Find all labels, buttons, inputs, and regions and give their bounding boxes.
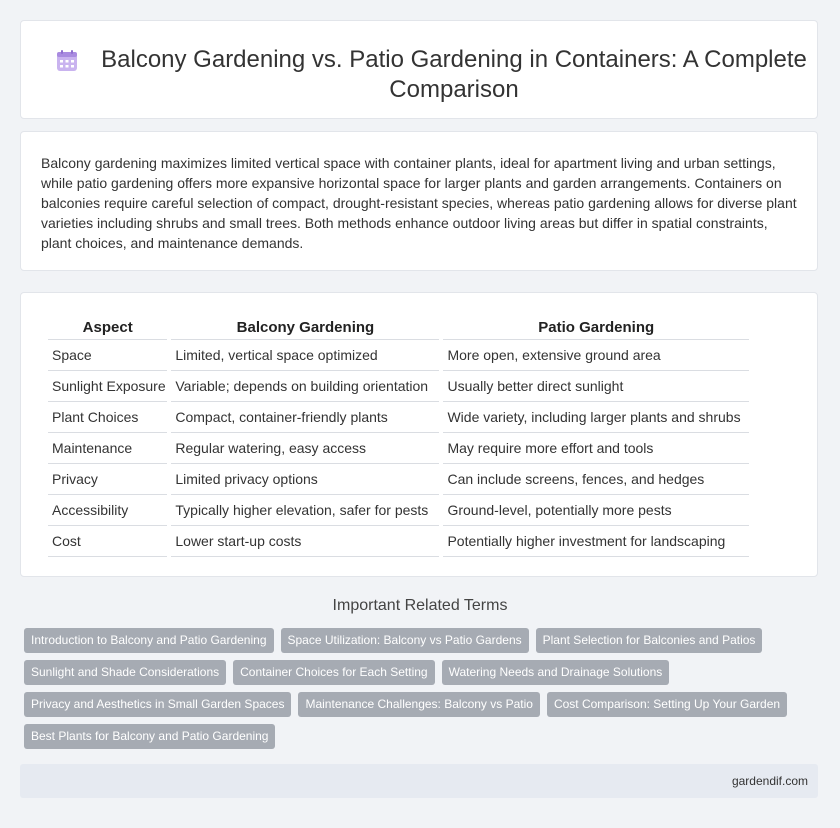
cell-aspect: Privacy xyxy=(48,464,167,495)
related-term-tag[interactable]: Sunlight and Shade Considerations xyxy=(24,660,226,685)
cell-patio: Usually better direct sunlight xyxy=(443,371,749,402)
intro-paragraph: Balcony gardening maximizes limited vertical space with container plants, ideal for apartment living and urban settings, while patio gardening offers more expansive horizontal space for larger plants and garden arrangements. Containers on balconies require careful selection of compact, drought-resistant species, whereas patio gardening allows for diverse plant varieties including shrubs and small trees. Both methods enhance outdoor living areas but differ in spatial constraints, plant choices, and maintenance demands. xyxy=(41,155,797,251)
calendar-icon xyxy=(55,49,79,73)
cell-aspect: Space xyxy=(48,340,167,371)
related-term-tag[interactable]: Privacy and Aesthetics in Small Garden Spaces xyxy=(24,692,291,717)
cell-patio: Potentially higher investment for landscaping xyxy=(443,526,749,557)
table-row xyxy=(48,433,749,464)
related-term-tag[interactable]: Space Utilization: Balcony vs Patio Gardens xyxy=(281,628,529,653)
cell-balcony: Lower start-up costs xyxy=(171,526,439,557)
header-patio: Patio Gardening xyxy=(443,315,749,340)
comparison-table xyxy=(44,315,753,557)
cell-balcony: Regular watering, easy access xyxy=(171,433,439,464)
cell-patio: May require more effort and tools xyxy=(443,433,749,464)
cell-patio: More open, extensive ground area xyxy=(443,340,749,371)
cell-balcony: Limited, vertical space optimized xyxy=(171,340,439,371)
cell-aspect: Sunlight Exposure xyxy=(48,371,167,402)
cell-aspect: Plant Choices xyxy=(48,402,167,433)
table-row xyxy=(48,495,749,526)
table-row xyxy=(48,464,749,495)
comparison-card xyxy=(20,292,818,577)
table-row xyxy=(48,402,749,433)
table-header-row xyxy=(48,315,749,340)
title-card xyxy=(20,20,818,119)
cell-balcony: Typically higher elevation, safer for pests xyxy=(171,495,439,526)
related-term-tag[interactable]: Maintenance Challenges: Balcony vs Patio xyxy=(298,692,539,717)
cell-balcony: Limited privacy options xyxy=(171,464,439,495)
related-term-tag[interactable]: Cost Comparison: Setting Up Your Garden xyxy=(547,692,787,717)
related-terms-heading: Important Related Terms xyxy=(332,597,508,614)
related-term-tag[interactable]: Introduction to Balcony and Patio Gardening xyxy=(24,628,274,653)
page-title: Balcony Gardening vs. Patio Gardening in Containers: A Complete Comparison xyxy=(101,46,807,103)
related-term-tag[interactable]: Plant Selection for Balconies and Patios xyxy=(536,628,763,653)
related-term-tag[interactable]: Container Choices for Each Setting xyxy=(233,660,434,685)
header-balcony: Balcony Gardening xyxy=(171,315,439,340)
cell-aspect: Maintenance xyxy=(48,433,167,464)
intro-card xyxy=(20,131,818,271)
cell-patio: Wide variety, including larger plants and shrubs xyxy=(443,402,749,433)
cell-aspect: Cost xyxy=(48,526,167,557)
cell-balcony: Variable; depends on building orientation xyxy=(171,371,439,402)
cell-aspect: Accessibility xyxy=(48,495,167,526)
table-row xyxy=(48,526,749,557)
related-terms-list xyxy=(24,628,804,749)
cell-patio: Ground-level, potentially more pests xyxy=(443,495,749,526)
table-row xyxy=(48,340,749,371)
footer xyxy=(20,764,818,798)
table-row xyxy=(48,371,749,402)
footer-site-link[interactable]: gardendif.com xyxy=(731,774,808,788)
cell-balcony: Compact, container-friendly plants xyxy=(171,402,439,433)
cell-patio: Can include screens, fences, and hedges xyxy=(443,464,749,495)
related-term-tag[interactable]: Best Plants for Balcony and Patio Gardening xyxy=(24,724,275,749)
related-term-tag[interactable]: Watering Needs and Drainage Solutions xyxy=(442,660,670,685)
header-aspect: Aspect xyxy=(48,315,167,340)
